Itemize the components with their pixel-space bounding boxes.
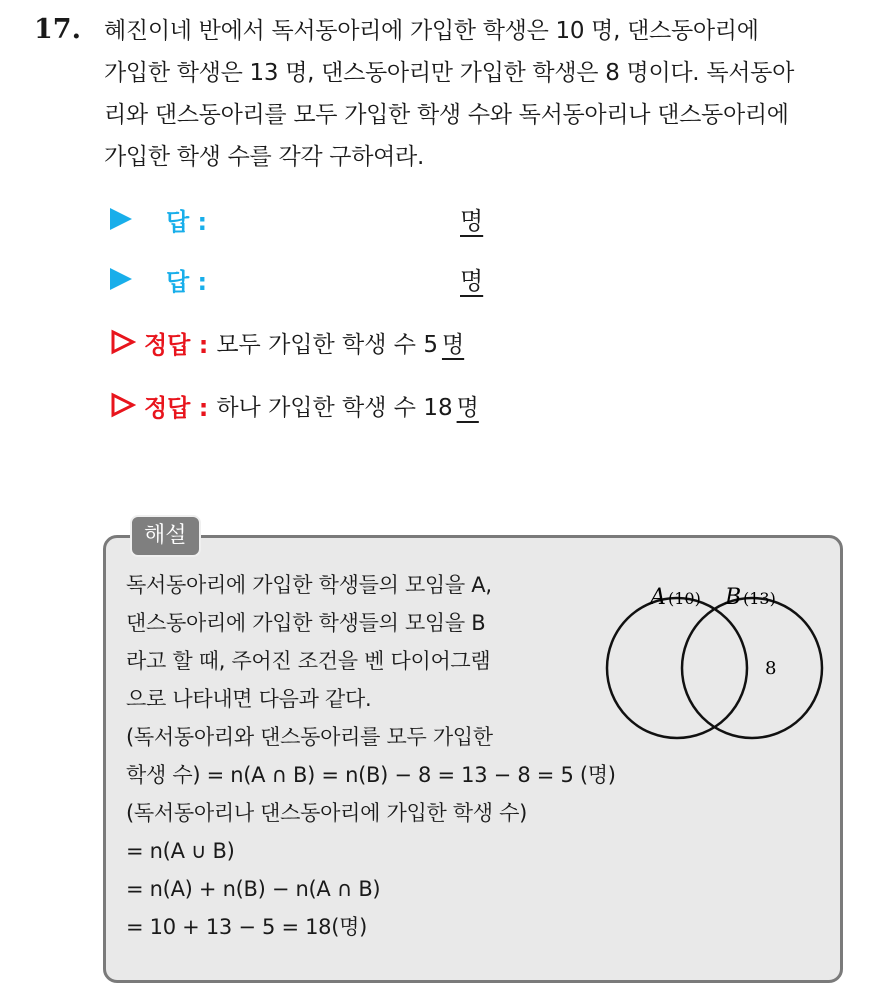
explanation-line: 학생 수) = n(A ∩ B) = n(B) − 8 = 13 − 8 = 5 (명) bbox=[126, 763, 616, 787]
answer-blank-row bbox=[110, 199, 484, 239]
venn-circle-b bbox=[682, 598, 822, 738]
venn-label-a: A bbox=[650, 585, 666, 610]
correct-answer-row bbox=[110, 385, 479, 425]
correct-label: 정답 : bbox=[144, 330, 209, 359]
correct-answer-unit: 명 bbox=[441, 331, 465, 358]
answer-blank-row bbox=[110, 259, 484, 299]
correct-arrow-icon bbox=[110, 329, 136, 355]
explanation-line: = n(A) + n(B) − n(A ∩ B) bbox=[126, 877, 381, 901]
answer-arrow-icon bbox=[110, 268, 132, 290]
problem-line: 혜진이네 반에서 독서동아리에 가입한 학생은 10 명, 댄스동아리에 bbox=[104, 18, 759, 44]
correct-answer-text: 하나 가입한 학생 수 18 bbox=[216, 394, 453, 421]
answer-arrow-icon bbox=[110, 208, 132, 230]
venn-count-a: (10) bbox=[668, 589, 701, 608]
correct-answer-row bbox=[110, 322, 464, 362]
correct-arrow-icon bbox=[110, 392, 136, 418]
explanation-tab: 해설 bbox=[130, 515, 201, 557]
explanation-line: 으로 나타내면 다음과 같다. bbox=[126, 687, 372, 711]
explanation-line: 댄스동아리에 가입한 학생들의 모임을 B bbox=[126, 611, 486, 635]
correct-answer-unit: 명 bbox=[456, 394, 479, 421]
problem-line: 가입한 학생은 13 명, 댄스동아리만 가입한 학생은 8 명이다. 독서동아 bbox=[104, 60, 794, 86]
venn-b-only-value: 8 bbox=[765, 658, 777, 679]
venn-circle-a bbox=[607, 598, 747, 738]
explanation-line: (독서동아리와 댄스동아리를 모두 가입한 bbox=[126, 725, 493, 749]
venn-label-b: B bbox=[725, 585, 742, 610]
answer-unit: 명 bbox=[460, 267, 484, 295]
venn-count-b: (13) bbox=[743, 589, 776, 608]
answer-label: 답 : bbox=[166, 267, 208, 296]
explanation-line: 독서동아리에 가입한 학생들의 모임을 A, bbox=[126, 573, 492, 597]
problem-number: 17. bbox=[34, 14, 81, 45]
problem-text bbox=[104, 10, 864, 178]
problem-line: 리와 댄스동아리를 모두 가입한 학생 수와 독서동아리나 댄스동아리에 bbox=[104, 102, 789, 128]
correct-answer-text: 모두 가입한 학생 수 5 bbox=[216, 331, 438, 358]
explanation-line: 라고 할 때, 주어진 조건을 벤 다이어그램 bbox=[126, 649, 491, 673]
correct-label: 정답 : bbox=[144, 393, 209, 422]
explanation-line: = n(A ∪ B) bbox=[126, 839, 235, 863]
venn-diagram bbox=[600, 572, 830, 742]
problem-line: 가입한 학생 수를 각각 구하여라. bbox=[104, 144, 424, 170]
explanation-line: = 10 + 13 − 5 = 18(명) bbox=[126, 915, 368, 939]
answer-unit: 명 bbox=[460, 207, 484, 235]
explanation-line: (독서동아리나 댄스동아리에 가입한 학생 수) bbox=[126, 801, 528, 825]
answer-label: 답 : bbox=[166, 207, 208, 236]
